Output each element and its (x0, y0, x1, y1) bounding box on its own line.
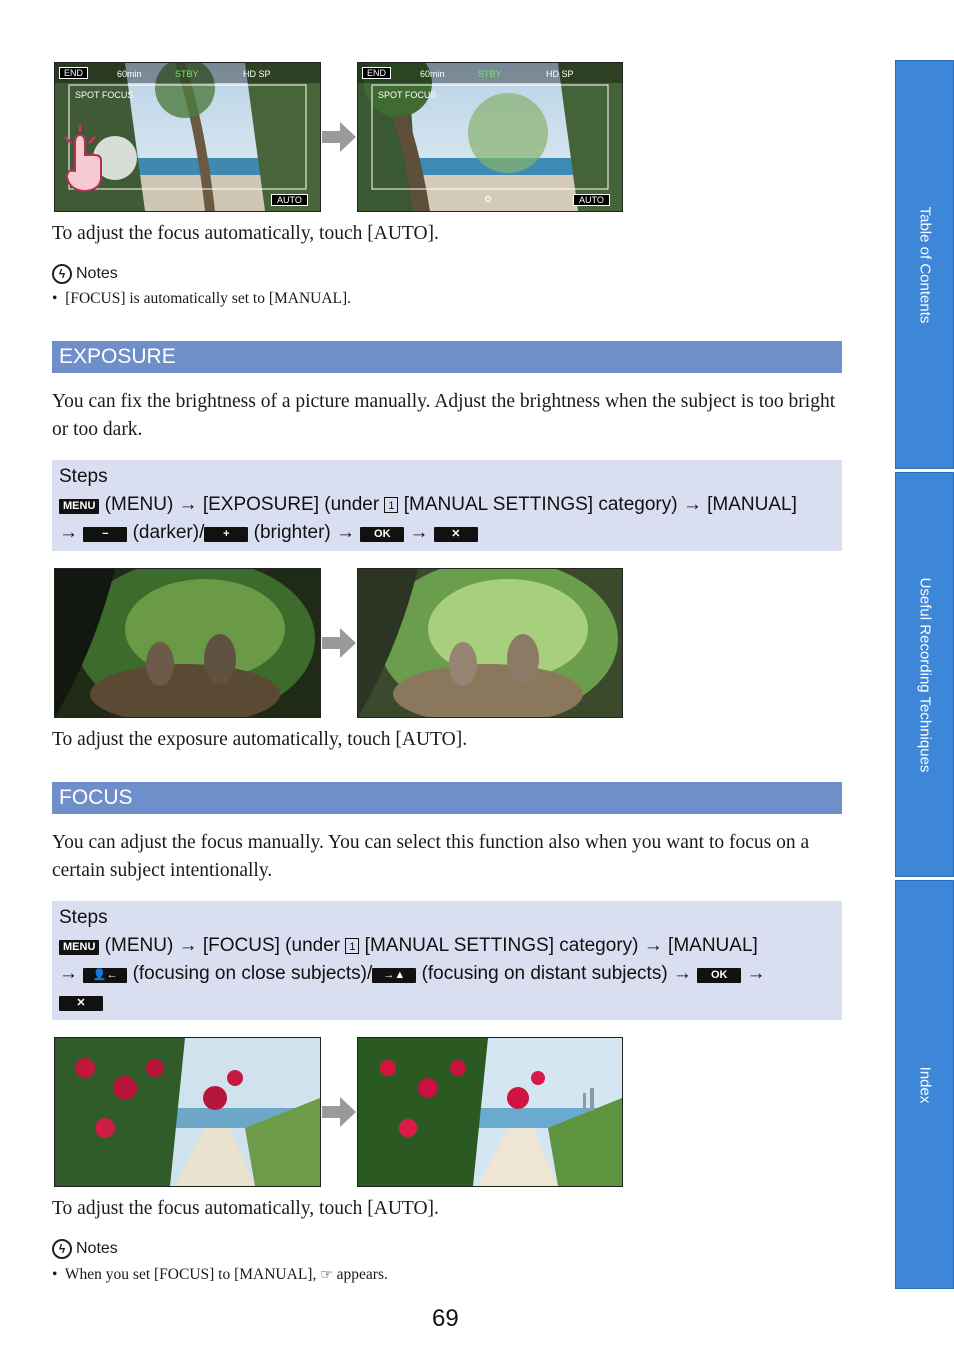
transition-arrow-icon (322, 628, 356, 658)
notes-label: Notes (76, 1240, 118, 1257)
category-number-icon: 1 (345, 938, 359, 954)
touch-finger-icon (61, 123, 105, 193)
step-text: [MANUAL] (668, 935, 758, 956)
spot-focus-label: SPOT FOCUS (378, 90, 437, 100)
note-item: • [FOCUS] is automatically set to [MANUAL]. (52, 290, 352, 307)
note-text: When you set [FOCUS] to [MANUAL], (64, 1266, 317, 1283)
focus-photo-before (54, 1037, 321, 1187)
notes-heading (52, 264, 118, 284)
focus-far-button-icon: →▲ (372, 968, 416, 983)
step-text: (brighter) (253, 522, 331, 543)
manual-focus-indicator-icon: ⚙ (484, 194, 493, 204)
battery-label: 60min (420, 69, 445, 79)
spot-focus-caption: To adjust the focus automatically, touch [AUTO]. (52, 223, 439, 244)
stby-label: STBY (478, 69, 502, 79)
ok-button-icon: OK (697, 968, 741, 983)
spot-focus-label: SPOT FOCUS (75, 90, 134, 100)
spot-focus-screen-after (357, 62, 623, 212)
step-text: [MANUAL SETTINGS] category) (364, 935, 639, 956)
plus-button-icon: + (204, 527, 248, 542)
minus-button-icon: − (83, 527, 127, 542)
steps-label: Steps (59, 907, 108, 928)
focus-near-button-icon: 👤← (83, 968, 127, 983)
step-text: (MENU) (104, 494, 174, 515)
transition-arrow-icon (322, 1097, 356, 1127)
page-number: 69 (432, 1305, 459, 1332)
step-text: [MANUAL] (707, 494, 797, 515)
end-label[interactable]: END (59, 67, 88, 79)
tab-table-of-contents[interactable] (895, 60, 954, 469)
tab-index[interactable] (895, 880, 954, 1289)
notes-label: Notes (76, 265, 118, 282)
auto-button[interactable]: AUTO (573, 194, 610, 206)
notes-icon: ϟ (52, 264, 72, 284)
transition-arrow-icon (322, 122, 356, 152)
step-text: (focusing on close subjects)/ (132, 963, 373, 984)
quality-label: HD SP (243, 69, 271, 79)
stby-label: STBY (175, 69, 199, 79)
focus-photo-after (357, 1037, 623, 1187)
spot-focus-screen-before (54, 62, 321, 212)
quality-label: HD SP (546, 69, 574, 79)
battery-label: 60min (117, 69, 142, 79)
notes-icon: ϟ (52, 1239, 72, 1259)
note-text: [FOCUS] is automatically set to [MANUAL]. (65, 290, 352, 307)
focus-description: You can adjust the focus manually. You can select this function also when you want to focus on a certain subject intentionally. (52, 832, 810, 881)
exposure-steps: Steps MENU (MENU) → [EXPOSURE] (under 1 [MANUAL SETTINGS] category) → [MANUAL] → − (darker)/ + (brighter) → OK → ✕ (52, 460, 842, 551)
step-text: (focusing on distant subjects) (421, 963, 668, 984)
focus-steps: Steps MENU (MENU) → [FOCUS] (under 1 [MANUAL SETTINGS] category) → [MANUAL] → 👤← (focusing on close subjects)/ →▲ (focusing on distant subjects) → OK → ✕ (52, 901, 842, 1020)
menu-button-icon: MENU (59, 940, 99, 955)
ok-button-icon: OK (360, 527, 404, 542)
close-button-icon: ✕ (434, 527, 478, 542)
step-text: [EXPOSURE] (under (202, 494, 380, 515)
menu-button-icon: MENU (59, 499, 99, 514)
notes-heading (52, 1239, 118, 1259)
exposure-photo-before (54, 568, 321, 718)
tab-label: Index (916, 1066, 933, 1103)
step-text: [FOCUS] (under (202, 935, 341, 956)
exposure-description: You can fix the brightness of a picture manually. Adjust the brightness when the subject is too bright or too dark. (52, 391, 836, 440)
note-text: appears. (336, 1266, 388, 1283)
exposure-photo-after (357, 568, 623, 718)
close-button-icon: ✕ (59, 996, 103, 1011)
manual-focus-hand-icon: ☞ (320, 1267, 333, 1283)
auto-button[interactable]: AUTO (271, 194, 308, 206)
tab-label: Useful Recording Techniques (916, 577, 933, 772)
step-text: [MANUAL SETTINGS] category) (403, 494, 678, 515)
step-text: (darker)/ (132, 522, 205, 543)
category-number-icon: 1 (384, 497, 398, 513)
tab-useful-recording-techniques[interactable] (895, 472, 954, 877)
exposure-caption: To adjust the exposure automatically, touch [AUTO]. (52, 729, 468, 750)
steps-label: Steps (59, 466, 108, 487)
section-title-exposure: EXPOSURE (52, 341, 842, 373)
tab-label: Table of Contents (916, 206, 933, 323)
section-title-focus: FOCUS (52, 782, 842, 814)
note-item: • When you set [FOCUS] to [MANUAL], ☞ appears. (52, 1266, 388, 1283)
end-label[interactable]: END (362, 67, 391, 79)
step-text: (MENU) (104, 935, 174, 956)
focus-caption: To adjust the focus automatically, touch [AUTO]. (52, 1198, 439, 1219)
